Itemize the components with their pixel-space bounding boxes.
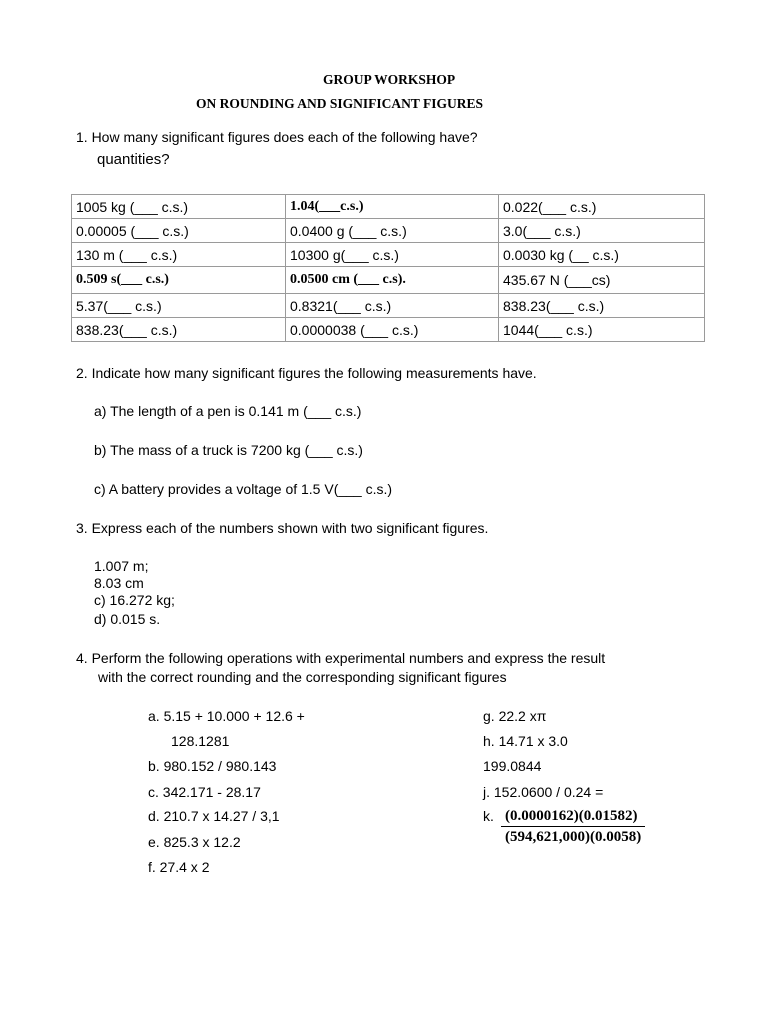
operation-item: d. 210.7 x 14.27 / 3,1 <box>148 808 280 824</box>
question-3-item: 1.007 m; <box>94 558 149 574</box>
question-4-text-continuation: with the correct rounding and the corresponding significant figures <box>98 669 507 685</box>
question-2-text: 2. Indicate how many significant figures the following measurements have. <box>76 365 537 381</box>
question-4-text: 4. Perform the following operations with experimental numbers and express the result <box>76 650 606 666</box>
question-2c: c) A battery provides a voltage of 1.5 V(___ c.s.) <box>94 481 393 497</box>
question-3-text: 3. Express each of the numbers shown with two significant figures. <box>76 520 489 536</box>
table-row <box>72 294 705 318</box>
worksheet-subtitle: ON ROUNDING AND SIGNIFICANT FIGURES <box>196 96 484 111</box>
question-3-item: 8.03 cm <box>94 575 144 591</box>
question-2b: b) The mass of a truck is 7200 kg (___ c.s.) <box>94 442 363 458</box>
operation-item: g. 22.2 xπ <box>483 708 547 724</box>
table-cell: 435.67 N (___cs) <box>499 267 705 294</box>
table-cell: 838.23(___ c.s.) <box>499 294 705 318</box>
table-cell: 0.0500 cm (___ c.s). <box>286 267 499 294</box>
table-cell: 1.04(___c.s.) <box>286 195 499 219</box>
table-cell: 130 m (___ c.s.) <box>72 243 286 267</box>
question-3-item: c) 16.272 kg; <box>94 592 175 608</box>
table-cell: 10300 g(___ c.s.) <box>286 243 499 267</box>
table-cell: 1044(___ c.s.) <box>499 318 705 342</box>
operation-item: f. 27.4 x 2 <box>148 859 210 875</box>
table-cell: 0.8321(___ c.s.) <box>286 294 499 318</box>
fraction-denominator: (594,621,000)(0.0058) <box>505 829 642 845</box>
fraction-numerator: (0.0000162)(0.01582) <box>501 808 645 827</box>
table-row <box>72 318 705 342</box>
table-cell: 0.0400 g (___ c.s.) <box>286 219 499 243</box>
table-cell: 0.00005 (___ c.s.) <box>72 219 286 243</box>
operation-item: c. 342.171 - 28.17 <box>148 784 261 800</box>
table-cell: 0.022(___ c.s.) <box>499 195 705 219</box>
table-cell: 838.23(___ c.s.) <box>72 318 286 342</box>
question-2a: a) The length of a pen is 0.141 m (___ c.s.) <box>94 403 362 419</box>
operation-item: k. <box>483 808 494 824</box>
operation-item: j. 152.0600 / 0.24 = <box>483 784 604 800</box>
operation-item: e. 825.3 x 12.2 <box>148 834 241 850</box>
fraction-expression <box>501 808 645 846</box>
table-row <box>72 195 705 219</box>
table-cell: 0.0000038 (___ c.s.) <box>286 318 499 342</box>
table-cell: 1005 kg (___ c.s.) <box>72 195 286 219</box>
table-cell: 5.37(___ c.s.) <box>72 294 286 318</box>
table-row <box>72 243 705 267</box>
significant-figures-table <box>71 194 705 342</box>
table-row <box>72 219 705 243</box>
table-cell: 0.509 s(___ c.s.) <box>72 267 286 294</box>
question-3-item: d) 0.015 s. <box>94 611 161 627</box>
table-cell: 3.0(___ c.s.) <box>499 219 705 243</box>
operation-item: b. 980.152 / 980.143 <box>148 758 277 774</box>
table-cell: 0.0030 kg (__ c.s.) <box>499 243 705 267</box>
question-1-continuation: quantities? <box>97 151 170 168</box>
operation-item: 199.0844 <box>483 758 542 774</box>
operation-item: 128.1281 <box>171 733 230 749</box>
operation-item: h. 14.71 x 3.0 <box>483 733 568 749</box>
table-row <box>72 267 705 294</box>
question-1-text: 1. How many significant figures does each of the following have? <box>76 129 478 145</box>
worksheet-title: GROUP WORKSHOP <box>323 72 456 87</box>
operation-item: a. 5.15 + 10.000 + 12.6 + <box>148 708 305 724</box>
